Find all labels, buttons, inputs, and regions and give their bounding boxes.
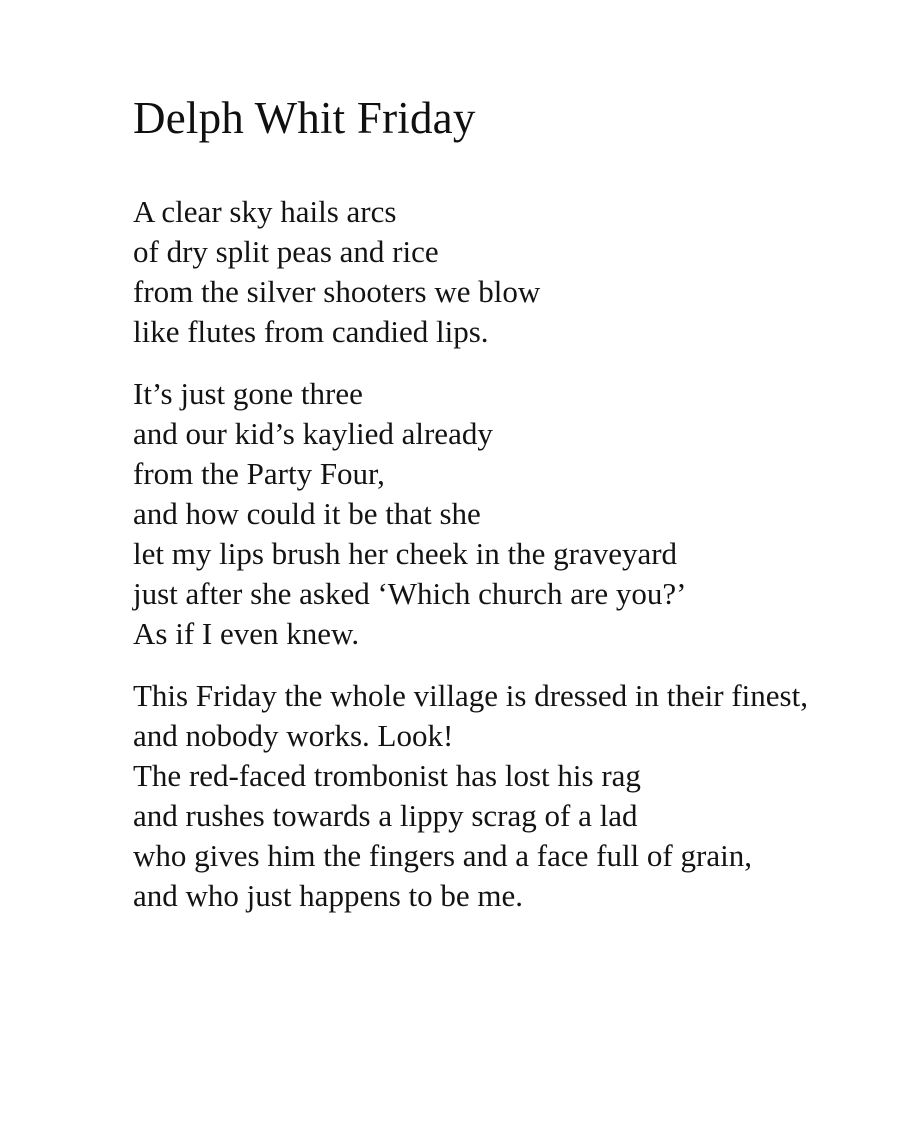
poem-line: and how could it be that she <box>133 496 481 532</box>
poem-line: just after she asked ‘Which church are you?’ <box>133 576 687 612</box>
stanza <box>133 374 872 654</box>
poem-line: and who just happens to be me. <box>133 878 524 914</box>
stanza <box>133 192 872 352</box>
poem-title: Delph Whit Friday <box>133 93 476 143</box>
poem-line: and rushes towards a lippy scrag of a lad <box>133 798 638 834</box>
poem-line: and our kid’s kaylied already <box>133 416 493 452</box>
poem-content <box>133 0 872 938</box>
poem-line: This Friday the whole village is dressed in their finest, <box>133 678 808 714</box>
poem-body <box>133 192 872 916</box>
poem-line: who gives him the fingers and a face full of grain, <box>133 838 752 874</box>
poem-line: A clear sky hails arcs <box>133 194 397 230</box>
poem-line: and nobody works. Look! <box>133 718 454 754</box>
poem-line: like flutes from candied lips. <box>133 314 489 350</box>
poem-line: It’s just gone three <box>133 376 363 412</box>
poem-line: from the Party Four, <box>133 456 385 492</box>
poem-line: let my lips brush her cheek in the graveyard <box>133 536 678 572</box>
poem-line: of dry split peas and rice <box>133 234 439 270</box>
poem-line: The red-faced trombonist has lost his rag <box>133 758 641 794</box>
stanza <box>133 676 872 916</box>
poem-line: from the silver shooters we blow <box>133 274 541 310</box>
poem-line: As if I even knew. <box>133 616 360 652</box>
